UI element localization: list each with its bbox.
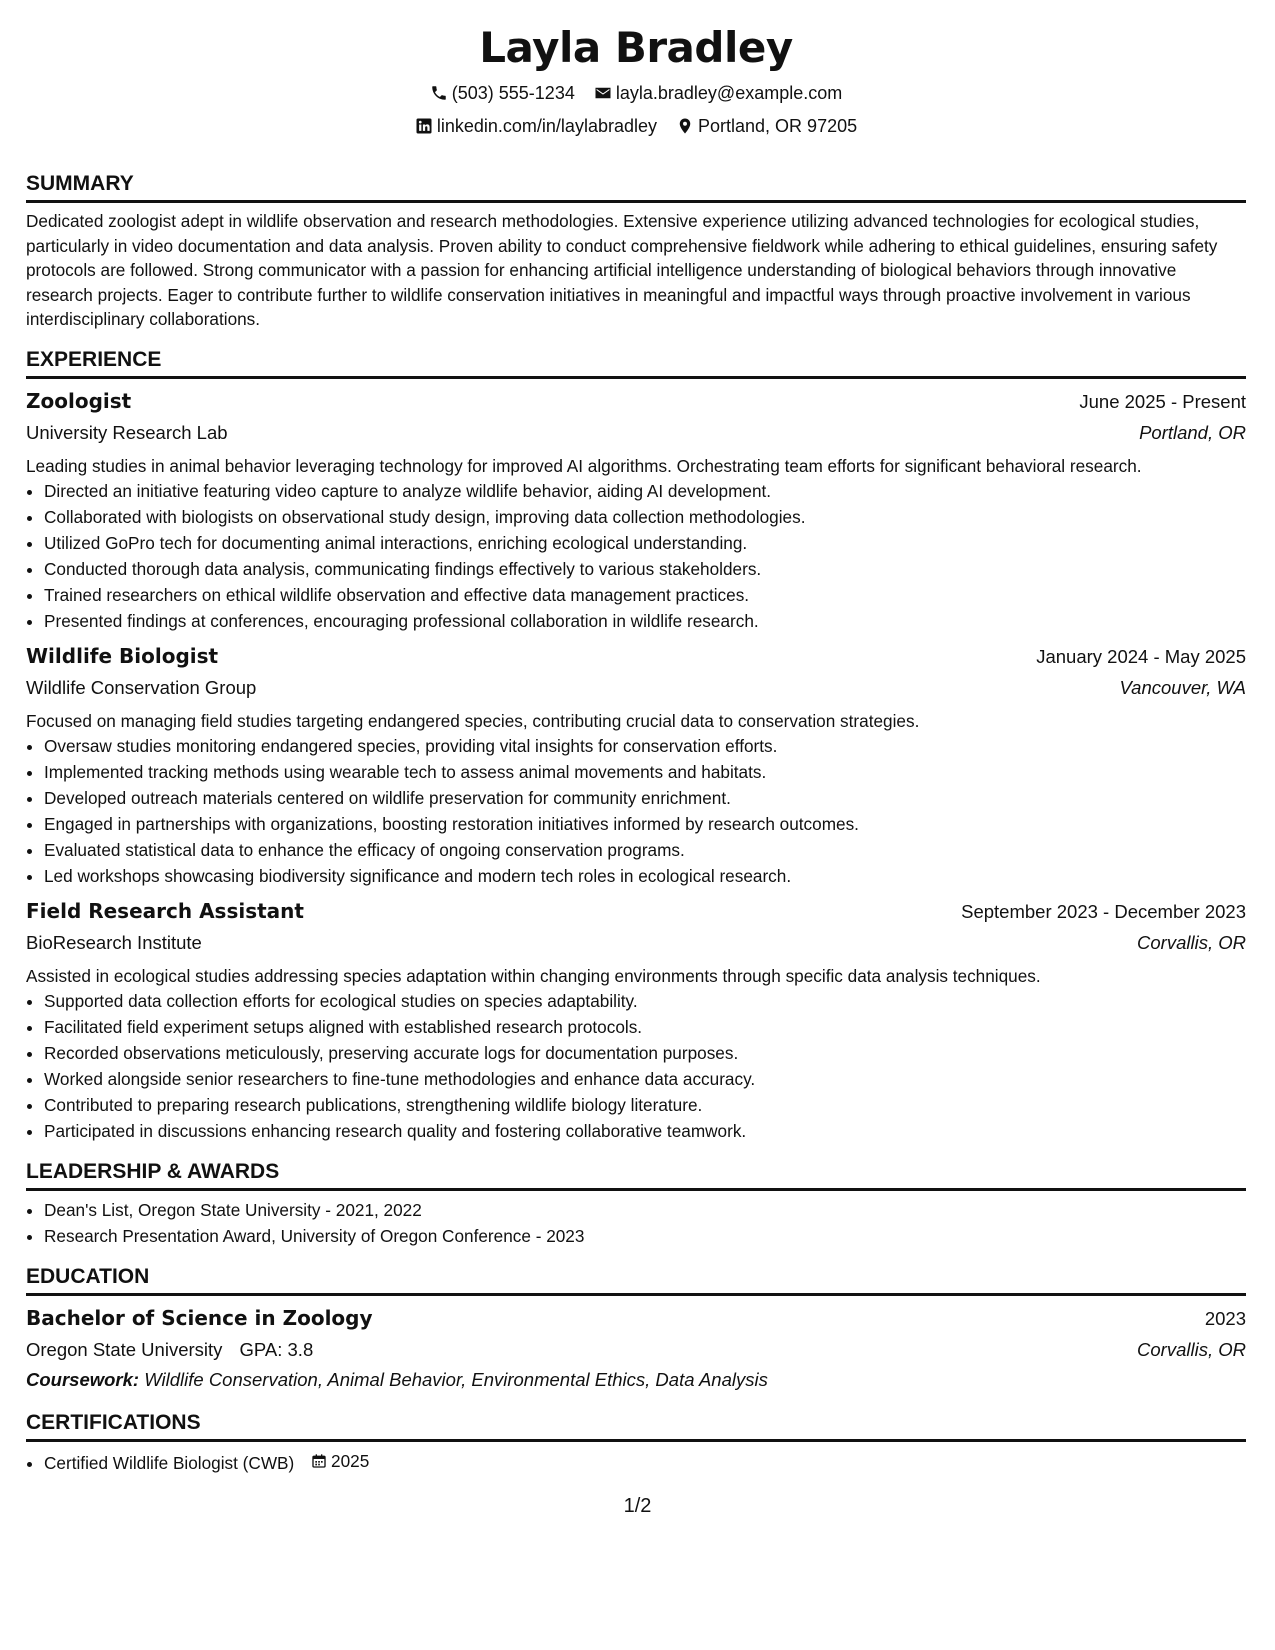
experience-heading: EXPERIENCE [26, 346, 1246, 379]
location-contact [676, 111, 857, 141]
experience-section [26, 346, 1246, 1144]
resume-header [26, 18, 1246, 144]
list-item: • Research Presentation Award, University of Oregon Conference - 2023 [44, 1223, 1246, 1249]
phone-contact [430, 78, 575, 108]
list-item: • Directed an initiative featuring video capture to analyze wildlife behavior, aiding AI development. [44, 478, 1246, 504]
phone-text[interactable]: (503) 555-1234 [451, 83, 575, 103]
school-name: Oregon State University [26, 1338, 223, 1360]
summary-text: Dedicated zoologist adept in wildlife observation and research methodologies. Extensive experience utilizing advanced technologies for ecological studies, particularly in video documentation and data analysis. Proven ability to conduct comprehensive fieldwork while adhering to ethical guidelines, ensuring safety protocols are followed. Strong communicator with a passion for enhancing artificial intelligence understanding of biological behaviors through innovative research projects. Eager to contribute further to wildlife conservation initiatives in meaningful and impactful ways through proactive involvement in various interdisciplinary collaborations. [26, 211, 1218, 329]
email-text[interactable]: layla.bradley@example.com [615, 83, 843, 103]
list-item: • Participated in discussions enhancing research quality and fostering collaborative teamwork. [44, 1118, 1246, 1144]
resume-page [26, 18, 1246, 1476]
job-bullets [26, 478, 1246, 634]
linkedin-icon [415, 117, 433, 135]
candidate-name: Layla Bradley [479, 23, 793, 72]
coursework-list: Wildlife Conservation, Animal Behavior, Environmental Ethics, Data Analysis [144, 1368, 768, 1390]
job-entry [26, 640, 1246, 889]
job-location: Corvallis, OR [1137, 931, 1246, 953]
list-item: • Evaluated statistical data to enhance the efficacy of ongoing conservation programs. [44, 837, 1246, 863]
job-summary: Assisted in ecological studies addressing species adaptation within changing environments through specific data analysis techniques. [26, 965, 1041, 986]
leadership-heading: LEADERSHIP & AWARDS [26, 1158, 1246, 1191]
summary-heading: SUMMARY [26, 170, 1246, 203]
job-org: BioResearch Institute [26, 931, 202, 953]
graduation-year: 2023 [1204, 1307, 1246, 1329]
phone-icon [430, 84, 448, 102]
list-item: • Oversaw studies monitoring endangered species, providing vital insights for conservation efforts. [44, 733, 1246, 759]
coursework [26, 1365, 1246, 1395]
job-summary: Focused on managing field studies targeting endangered species, contributing crucial data to conservation strategies. [26, 710, 920, 731]
job-entry [26, 385, 1246, 634]
contact-line-2 [26, 111, 1246, 144]
job-org: University Research Lab [26, 421, 228, 443]
job-bullets [26, 988, 1246, 1144]
email-contact [594, 78, 842, 108]
list-item: • Trained researchers on ethical wildlife observation and effective data management practices. [44, 582, 1246, 608]
list-item: • Led workshops showcasing biodiversity significance and modern tech roles in ecological research. [44, 863, 1246, 889]
coursework-label: Coursework: [26, 1368, 140, 1390]
certifications-section [26, 1409, 1246, 1476]
list-item: • Worked alongside senior researchers to fine-tune methodologies and enhance data accuracy. [44, 1066, 1246, 1092]
contact-line-1 [26, 78, 1246, 111]
certification-year: 2025 [331, 1450, 370, 1471]
job-dates: June 2025 - Present [1079, 390, 1246, 412]
education-section [26, 1263, 1246, 1395]
page-number: 1/2 [623, 1495, 652, 1517]
certification-date [311, 1448, 369, 1474]
linkedin-text[interactable]: linkedin.com/in/laylabradley [436, 116, 657, 136]
list-item: • Facilitated field experiment setups aligned with established research protocols. [44, 1014, 1246, 1040]
list-item: • Recorded observations meticulously, preserving accurate logs for documentation purposes. [44, 1040, 1246, 1066]
education-heading: EDUCATION [26, 1263, 1246, 1296]
list-item: • Supported data collection efforts for ecological studies on species adaptability. [44, 988, 1246, 1014]
list-item: • Engaged in partnerships with organizations, boosting restoration initiatives informed by research outcomes. [44, 811, 1246, 837]
job-org: Wildlife Conservation Group [26, 676, 257, 698]
job-dates: January 2024 - May 2025 [1036, 645, 1246, 667]
school-location: Corvallis, OR [1137, 1338, 1246, 1360]
leadership-section [26, 1158, 1246, 1249]
job-role: Wildlife Biologist [26, 643, 219, 668]
list-item: • Collaborated with biologists on observational study design, improving data collection methodologies. [44, 504, 1246, 530]
map-pin-icon [676, 117, 694, 135]
list-item [44, 1448, 1246, 1476]
certifications-list [26, 1448, 1246, 1476]
job-entry [26, 895, 1246, 1144]
job-bullets [26, 733, 1246, 889]
envelope-icon [594, 84, 612, 102]
location-text: Portland, OR 97205 [698, 116, 858, 136]
calendar-icon [311, 1453, 327, 1469]
leadership-list [26, 1197, 1246, 1249]
job-dates: September 2023 - December 2023 [961, 900, 1246, 922]
certifications-heading: CERTIFICATIONS [26, 1409, 1246, 1442]
summary-section [26, 170, 1246, 332]
job-role: Field Research Assistant [26, 898, 304, 923]
school-line [26, 1335, 313, 1365]
list-item: • Utilized GoPro tech for documenting animal interactions, enriching ecological understanding. [44, 530, 1246, 556]
list-item: • Implemented tracking methods using wearable tech to assess animal movements and habitats. [44, 759, 1246, 785]
list-item: • Conducted thorough data analysis, communicating findings effectively to various stakeholders. [44, 556, 1246, 582]
linkedin-contact [415, 111, 657, 141]
list-item: • Developed outreach materials centered on wildlife preservation for community enrichment. [44, 785, 1246, 811]
job-role: Zoologist [26, 388, 132, 413]
gpa: GPA: 3.8 [239, 1338, 314, 1360]
certification-name: Certified Wildlife Biologist (CWB) [44, 1452, 295, 1473]
job-location: Vancouver, WA [1119, 676, 1246, 698]
degree: Bachelor of Science in Zoology [26, 1305, 373, 1330]
list-item: • Contributed to preparing research publications, strengthening wildlife biology literature. [44, 1092, 1246, 1118]
job-summary: Leading studies in animal behavior leveraging technology for improved AI algorithms. Orchestrating team efforts for significant behavioral research. [26, 455, 1142, 476]
list-item: • Presented findings at conferences, encouraging professional collaboration in wildlife research. [44, 608, 1246, 634]
job-location: Portland, OR [1139, 421, 1246, 443]
list-item: • Dean's List, Oregon State University - 2021, 2022 [44, 1197, 1246, 1223]
